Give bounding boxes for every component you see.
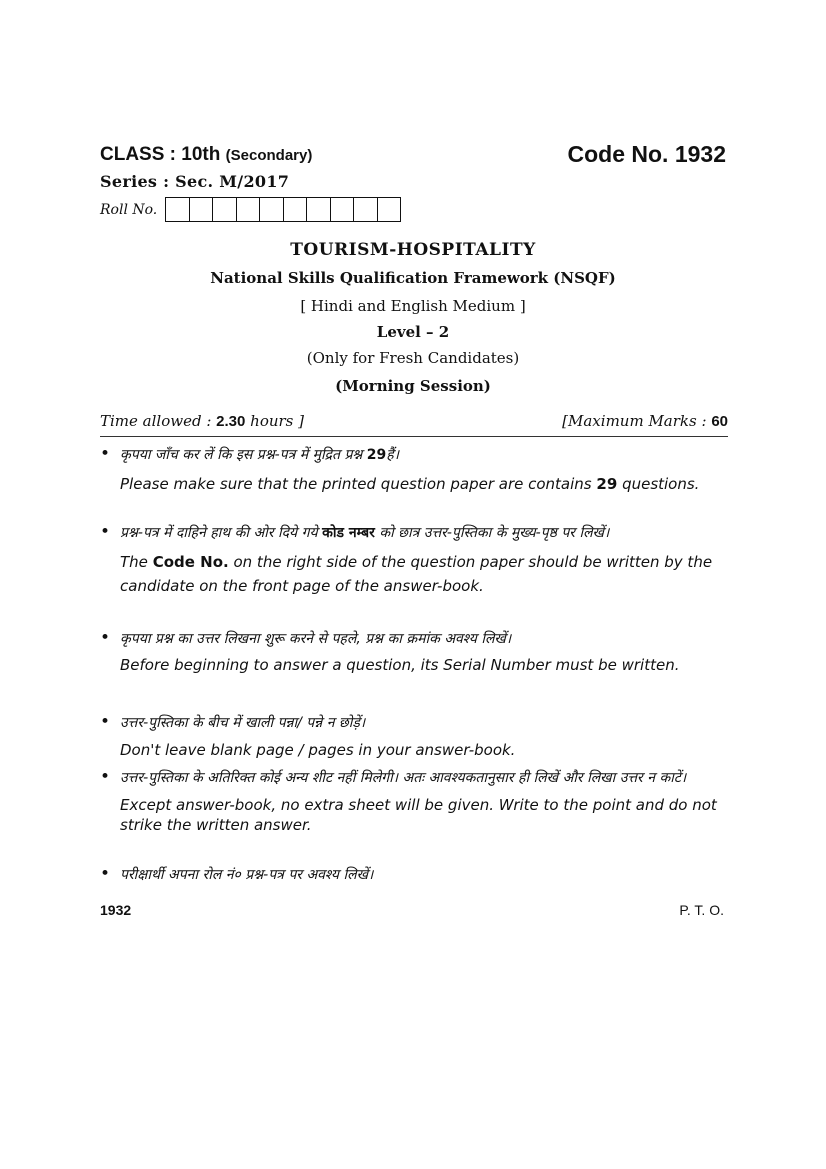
roll-number-boxes	[165, 197, 401, 222]
bullet-icon: •	[100, 767, 111, 787]
class-main: CLASS : 10th	[100, 144, 221, 165]
medium-label: [ Hindi and English Medium ]	[300, 297, 526, 315]
instruction-english: Before beginning to answer a question, its Serial Number must be written.	[120, 656, 680, 674]
footer-pto: P. T. O.	[679, 902, 724, 918]
roll-label: Roll No.	[100, 201, 158, 218]
code-number: Code No. 1932	[567, 141, 726, 167]
instruction-hindi: कृपया प्रश्न का उत्तर लिखना शुरू करने से पहले, प्रश्न का क्रमांक अवश्य लिखें।	[120, 631, 512, 647]
instruction-item	[100, 444, 728, 496]
instruction-english: Except answer-book, no extra sheet will be given. Write to the point and do not strike the written answer.	[120, 796, 717, 834]
instruction-item	[100, 712, 728, 762]
bullet-icon: •	[100, 864, 111, 884]
instruction-hindi: परीक्षार्थी अपना रोल नं० प्रश्न-पत्र पर अवश्य लिखें।	[120, 867, 374, 883]
time-marks-row	[100, 412, 728, 430]
candidates-label: (Only for Fresh Candidates)	[306, 349, 520, 367]
roll-digit-box	[307, 198, 331, 221]
instruction-item	[100, 628, 728, 677]
roll-digit-box	[331, 198, 355, 221]
instruction-item	[100, 864, 728, 887]
instruction-item	[100, 522, 728, 598]
roll-number-row	[100, 197, 401, 222]
class-heading	[100, 144, 312, 166]
instruction-hindi: प्रश्न-पत्र में दाहिने हाथ की ओर दिये गये कोड नम्बर को छात्र उत्तर-पुस्तिका के मुख्य-पृष्ठ पर लिखें।	[120, 525, 610, 541]
time-allowed: Time allowed : 2.30 hours ]	[100, 412, 304, 430]
framework-title: National Skills Qualification Framework (NSQF)	[210, 269, 616, 287]
roll-digit-box	[354, 198, 378, 221]
instruction-hindi: उत्तर-पुस्तिका के अतिरिक्त कोई अन्य शीट नहीं मिलेगी। अतः आवश्यकतानुसार ही लिखें और लिखा उत्तर न काटें।	[120, 770, 687, 786]
roll-digit-box	[284, 198, 308, 221]
instruction-hindi: कृपया जाँच कर लें कि इस प्रश्न-पत्र में मुद्रित प्रश्न 29हैं।	[120, 447, 400, 463]
bullet-icon: •	[100, 444, 111, 464]
class-sub: (Secondary)	[225, 147, 313, 164]
divider	[100, 436, 728, 437]
subject-title: TOURISM-HOSPITALITY	[290, 240, 536, 260]
instruction-english: Don't leave blank page / pages in your answer-book.	[120, 741, 516, 759]
roll-digit-box	[237, 198, 261, 221]
roll-digit-box	[166, 198, 190, 221]
roll-digit-box	[378, 198, 401, 221]
series-label: Series : Sec. M/2017	[100, 172, 290, 191]
instruction-item	[100, 767, 728, 835]
roll-digit-box	[190, 198, 214, 221]
instruction-english: Please make sure that the printed question paper are contains 29 questions.	[120, 475, 700, 493]
instruction-hindi: उत्तर-पुस्तिका के बीच में खाली पन्ना/ पन्ने न छोड़ें।	[120, 715, 366, 731]
footer-code: 1932	[100, 902, 132, 918]
roll-digit-box	[260, 198, 284, 221]
maximum-marks: [Maximum Marks : 60	[562, 412, 728, 430]
session-label: (Morning Session)	[335, 377, 491, 395]
level-label: Level – 2	[376, 323, 450, 341]
bullet-icon: •	[100, 522, 111, 542]
bullet-icon: •	[100, 628, 111, 648]
instruction-english: The Code No. on the right side of the question paper should be written by the candidate on the front page of the answer-book.	[120, 553, 713, 595]
roll-digit-box	[213, 198, 237, 221]
bullet-icon: •	[100, 712, 111, 732]
